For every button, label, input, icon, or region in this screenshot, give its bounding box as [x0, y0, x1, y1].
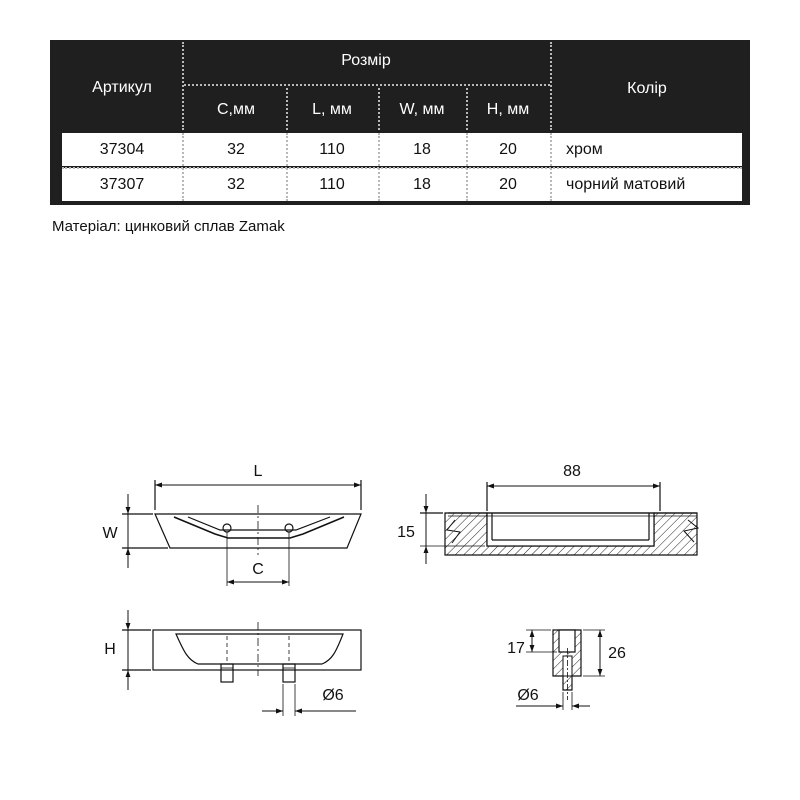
- top-view: [122, 480, 361, 586]
- label-cutout-length: 88: [563, 463, 581, 480]
- header-divider: [466, 88, 468, 130]
- header-w: W, мм: [399, 101, 445, 118]
- label-cutout-depth: 15: [397, 524, 415, 541]
- header-divider: [286, 88, 288, 130]
- header-size-group: Розмір: [341, 52, 391, 69]
- header-c: C,мм: [217, 101, 255, 118]
- side-view: [122, 610, 361, 716]
- row-divider: [182, 133, 184, 201]
- header-divider: [182, 42, 184, 130]
- header-article: Артикул: [92, 79, 152, 96]
- header-divider: [378, 88, 380, 130]
- cell-article: 37304: [99, 141, 145, 158]
- label-pin-diameter: Ø6: [322, 687, 344, 704]
- label-c: C: [252, 561, 264, 578]
- label-section-inner: 17: [507, 640, 525, 657]
- material-note: Матеріал: цинковий сплав Zamak: [52, 218, 285, 235]
- label-l: L: [253, 463, 263, 480]
- cross-section-view: [516, 630, 605, 710]
- cell-l: 110: [319, 176, 345, 193]
- header-l: L, мм: [312, 101, 352, 118]
- cell-l: 110: [319, 141, 345, 158]
- row-divider: [550, 133, 552, 201]
- cell-h: 20: [499, 176, 517, 193]
- header-divider: [550, 42, 552, 130]
- label-section-diameter: Ø6: [517, 687, 539, 704]
- cutout-view: [420, 482, 698, 564]
- cell-c: 32: [227, 141, 245, 158]
- cell-color: хром: [566, 141, 603, 158]
- label-w: W: [102, 525, 118, 542]
- cell-c: 32: [227, 176, 245, 193]
- header-divider: [184, 84, 550, 86]
- cell-color: чорний матовий: [566, 176, 686, 193]
- cell-w: 18: [413, 141, 431, 158]
- row-divider: [62, 167, 742, 169]
- cell-h: 20: [499, 141, 517, 158]
- header-h: H, мм: [486, 101, 530, 118]
- label-section-total: 26: [608, 645, 626, 662]
- header-color: Колір: [627, 80, 667, 97]
- cell-w: 18: [413, 176, 431, 193]
- label-h: H: [104, 641, 116, 658]
- cell-article: 37307: [99, 176, 145, 193]
